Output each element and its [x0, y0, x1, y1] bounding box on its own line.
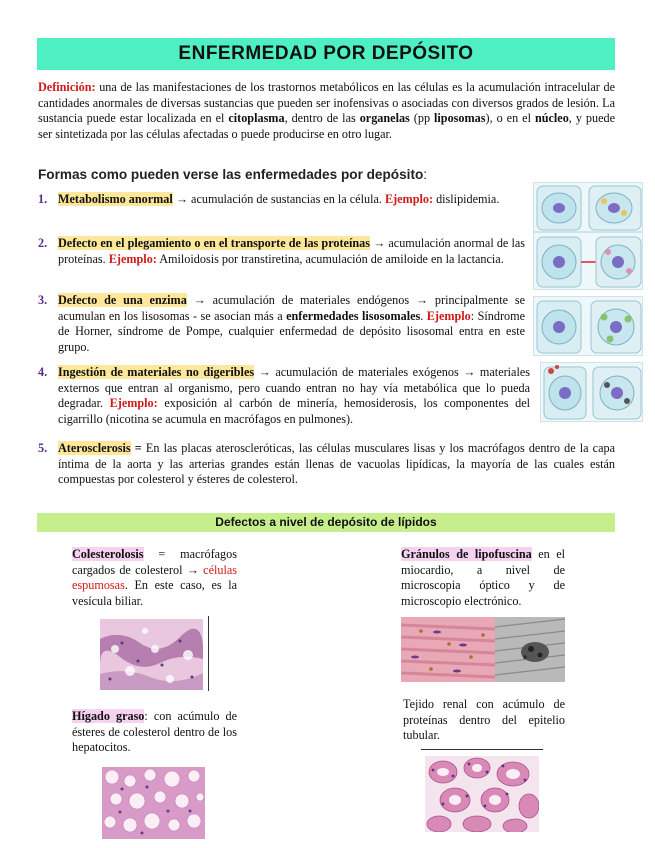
lipid-section-header [37, 513, 615, 532]
item-text [58, 365, 530, 427]
definition-text: , y puede ser sintetizada por las células afectadas o puede producirse en otro lugar. [38, 111, 615, 141]
colesterolosis-label: Colesterolosis [72, 547, 144, 561]
item-highlight: Aterosclerosis [58, 441, 131, 455]
title-banner [37, 38, 615, 70]
item-number: 3. [38, 293, 48, 307]
celulas-espumosas: células espumosas [72, 562, 237, 593]
definition-text: , dentro de las [284, 111, 360, 126]
renal-body: Tejido renal con acúmulo de proteínas dentro del epitelio tubular. [403, 697, 565, 743]
lipofuscina-body: en el miocardio, a nivel de microscopia óptico y de microscopio electrónico. [401, 547, 565, 608]
item-highlight: Ingestión de materiales no digeribles [58, 365, 255, 379]
higado-graso-text [72, 709, 237, 756]
example-label: Ejemplo [426, 308, 471, 323]
higado-graso-body: : con acúmulo de ésteres de colesterol dentro de los hepatocitos. [72, 709, 237, 755]
item-body: En las placas ateroscleróticas, las células musculares lisas y los macrófagos dentro de la capa íntima de la aorta y las arterias grandes están llenas de vacuolas lipídicas, la mayoría de las cuales están compuestas por colesterol y ésteres de colesterol. [58, 441, 616, 487]
renal-text [403, 697, 565, 744]
list-item-1 [38, 192, 525, 208]
definition-text: (pp [409, 111, 435, 126]
higado-graso-micrograph [102, 767, 205, 839]
cell-diagram-image-3 [533, 296, 643, 356]
item-highlight: Metabolismo anormal [58, 192, 173, 206]
item-number: 1. [38, 192, 48, 206]
item-text [58, 236, 525, 267]
subheading-colon: : [423, 167, 428, 182]
item-body: exposición al carbón de minería, hemosiderosis, los componentes del cigarrillo (nicotina se acumula en macrófagos en pulmones). [58, 396, 530, 426]
term-liposomas: liposomas [434, 111, 486, 126]
page-title: ENFERMEDAD POR DEPÓSITO [178, 42, 474, 64]
higado-graso-label: Hígado graso [72, 709, 145, 723]
cell-diagram-image-4 [540, 362, 643, 422]
term-organelas: organelas [359, 111, 410, 126]
item-highlight: Defecto de una enzima [58, 293, 187, 307]
list-item-5 [38, 441, 615, 488]
subheading-text: Formas como pueden verse las enfermedades por depósito [38, 167, 424, 182]
term-nucleo: núcleo [534, 111, 569, 126]
list-item-4 [38, 365, 530, 427]
renal-micrograph [425, 756, 539, 832]
cell-diagram-image-2 [533, 232, 643, 290]
lipofuscina-light-micrograph [401, 617, 495, 682]
item-body: → acumulación de materiales exógenos → materiales externos que entran al organismo, pero cuando entran no hay vía metabólica que lo pueda degradar. [58, 365, 530, 411]
item-number: 4. [38, 365, 48, 379]
lipofuscina-label: Gránulos de lipofuscina [401, 547, 532, 561]
example-label: Ejemplo: [108, 251, 157, 266]
item-number: 2. [38, 236, 48, 250]
colesterolosis-text [72, 547, 237, 609]
term-citoplasma: citoplasma [228, 111, 285, 126]
item-text [58, 441, 615, 488]
item-body: → acumulación anormal de las proteínas. [58, 236, 525, 266]
cell-diagram-image-1 [533, 182, 643, 232]
equals-sign: = [130, 441, 146, 455]
lipofuscina-electron-micrograph [495, 617, 565, 682]
colesterolosis-body: = macrófagos cargados de colesterol → [72, 547, 237, 577]
item-text [58, 293, 525, 355]
definition-text: una de las manifestaciones de los trastornos metabólicos en las células es la acumulación intracelular de cantidades anormales de diversas sustancias que pueden ser inofensivas o asociadas con diversos grados de lesión. La sustancia puede estar localizada en el [38, 80, 615, 126]
lipofuscina-text [401, 547, 565, 609]
item-body: . [420, 308, 427, 323]
item-highlight: Defecto en el plegamiento o en el transporte de las proteínas [58, 236, 370, 250]
definition-paragraph [38, 80, 615, 142]
section-subheading [38, 166, 427, 183]
renal-divider-line [421, 749, 543, 750]
definition-text: ), o en el [485, 111, 535, 126]
item-body: : Síndrome de Horner, síndrome de Pompe, cualquier enfermedad de depósito lisosomal entra en este grupo. [58, 308, 526, 354]
term-lisosomales: enfermedades lisosomales [286, 308, 421, 323]
item-body: dislipidemia. [433, 192, 500, 206]
list-item-2 [38, 236, 525, 267]
item-text [58, 192, 525, 208]
colesterolosis-micrograph [100, 619, 203, 690]
item-body: → acumulación de materiales endógenos → principalmente se acumulan en los lisosomas - se asocian más a [58, 293, 526, 323]
example-label: Ejemplo: [109, 396, 158, 411]
image-divider-line [208, 616, 209, 691]
item-body: Amiloidosis por transtiretina, acumulación de amiloide en la lactancia. [156, 251, 504, 266]
lipid-section-title: Defectos a nivel de depósito de lípidos [215, 514, 437, 529]
colesterolosis-body: . En este caso, es la vesícula biliar. [72, 578, 237, 608]
item-body: → acumulación de sustancias en la célula. [172, 192, 385, 206]
example-label: Ejemplo: [384, 192, 434, 206]
definition-label: Definición: [38, 80, 96, 94]
item-number: 5. [38, 441, 48, 455]
list-item-3 [38, 293, 525, 355]
